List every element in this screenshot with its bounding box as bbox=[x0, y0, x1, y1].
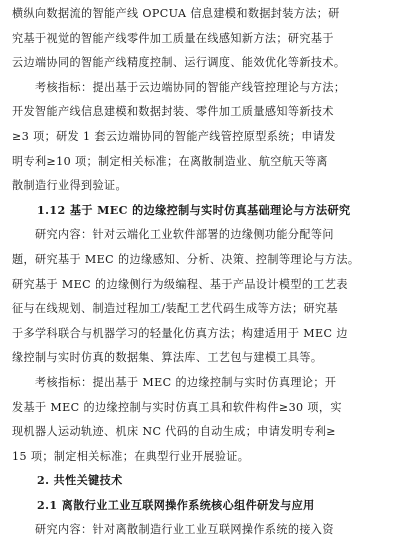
body-line: 研究基于 MEC 的边缘侧行为级编程、基于产品设计模型的工艺表 bbox=[12, 277, 348, 291]
body-line: 发基于 MEC 的边缘控制与实时仿真工具和软件构件≥30 项，实 bbox=[12, 400, 342, 414]
section-heading-2-1: 2.1 离散行业工业互联网操作系统核心组件研发与应用 bbox=[37, 498, 315, 512]
body-line: 散制造行业得到验证。 bbox=[12, 179, 127, 193]
section-heading-1-12: 1.12 基于 MEC 的边缘控制与实时仿真基础理论与方法研究 bbox=[37, 203, 351, 217]
body-line: 征与在线规划、制造过程加工/装配工艺代码生成等方法；研究基 bbox=[12, 302, 338, 316]
paragraph-first-line: 研究内容：针对云端化工业软件部署的边缘侧功能分配等问 bbox=[35, 228, 334, 242]
body-line: 现机器人运动轨迹、机床 NC 代码的自动生成；申请发明专利≥ bbox=[12, 425, 336, 439]
body-line: 究基于视觉的智能产线零件加工质量在线感知新方法；研究基于 bbox=[12, 31, 334, 45]
body-line: 明专利≥10 项；制定相关标准；在离散制造业、航空航天等离 bbox=[12, 154, 328, 168]
body-line: 云边端协同的智能产线精度控制、运行调度、能效优化等新技术。 bbox=[12, 56, 346, 70]
body-line: 于多学科联合与机器学习的轻量化仿真方法；构建适用于 MEC 边 bbox=[12, 326, 348, 340]
body-line: 横纵向数据流的智能产线 OPCUA 信息建模和数据封装方法；研 bbox=[12, 7, 340, 20]
body-line: 开发智能产线信息建模和数据封装、零件加工质量感知等新技术 bbox=[12, 105, 334, 119]
body-line: 15 项；制定相关标准；在典型行业开展验证。 bbox=[12, 449, 250, 463]
section-heading-2: 2. 共性关键技术 bbox=[37, 474, 123, 488]
paragraph-first-line: 研究内容：针对离散制造行业工业互联网操作系统的接入资 bbox=[35, 523, 334, 537]
paragraph-first-line: 考核指标：提出基于 MEC 的边缘控制与实时仿真理论；开 bbox=[35, 375, 337, 389]
body-line: 缘控制与实时仿真的数据集、算法库、工艺包与建模工具等。 bbox=[12, 351, 323, 365]
body-line: 题，研究基于 MEC 的边缘感知、分析、决策、控制等理论与方法。 bbox=[12, 252, 360, 266]
body-line: ≥3 项；研发 1 套云边端协同的智能产线管控原型系统；申请发 bbox=[12, 129, 336, 143]
paragraph-first-line: 考核指标：提出基于云边端协同的智能产线管控理论与方法； bbox=[35, 80, 346, 94]
